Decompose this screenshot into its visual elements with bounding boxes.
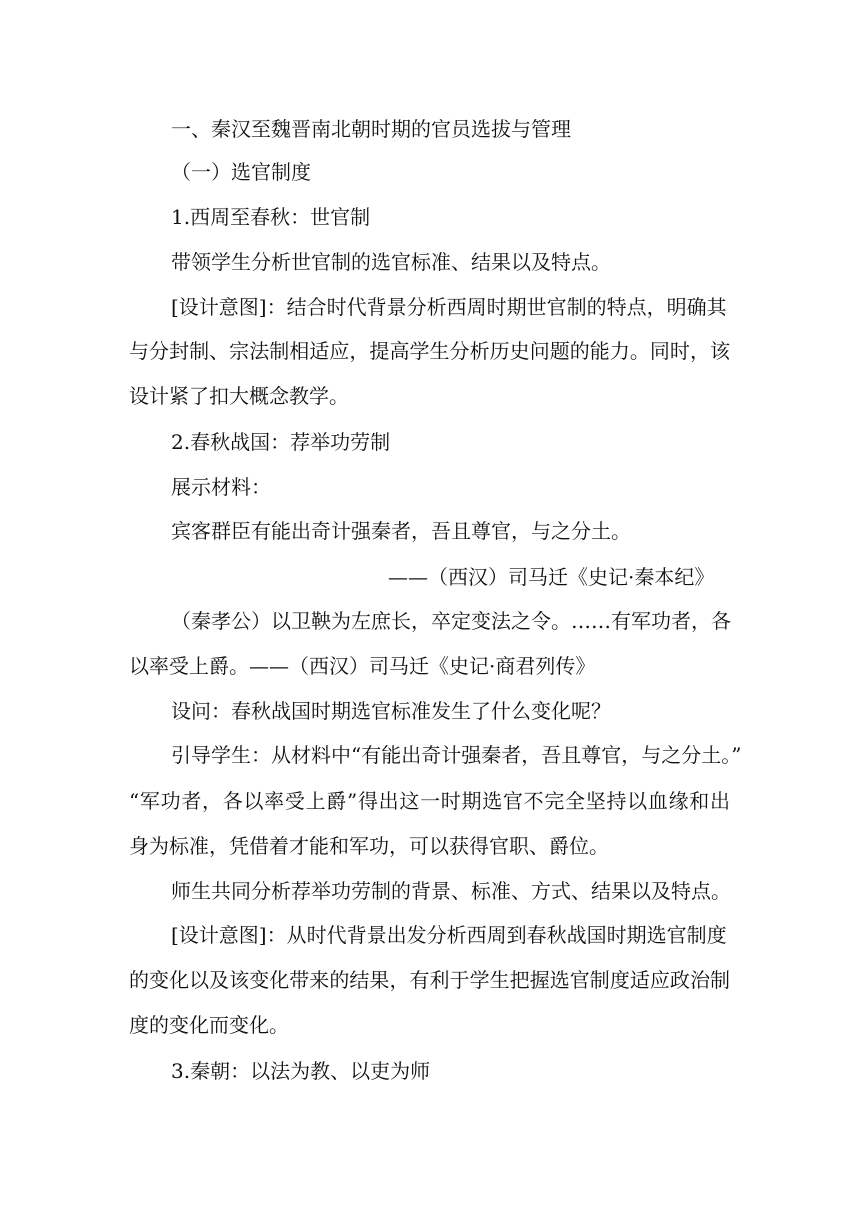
paragraph-line: 度的变化而变化。 [129,1013,289,1037]
paragraph-line: 设计紧了扣大概念教学。 [129,384,349,408]
subsection-heading: （一）选官制度 [171,160,311,184]
item-heading-1: 1.西周至春秋：世官制 [171,205,371,229]
paragraph-line: [设计意图]：从时代背景出发分析西周到春秋战国时期选官制度 [171,923,727,947]
paragraph-line: 身为标准，凭借着才能和军功，可以获得官职、爵位。 [129,834,609,858]
paragraph-line: 的变化以及该变化带来的结果，有利于学生把握选官制度适应政治制 [129,968,730,992]
quote-line: （秦孝公）以卫鞅为左庶长，卒定变法之令。……有军功者，各 [171,609,731,633]
item-heading-3: 3.秦朝：以法为教、以吏为师 [171,1059,431,1083]
paragraph-line: 展示材料： [171,475,271,499]
item-heading-2: 2.春秋战国：荐举功劳制 [171,430,391,454]
paragraph-line: 带领学生分析世官制的选官标准、结果以及特点。 [171,250,611,274]
quote-line: 以率受上爵。——（西汉）司马迁《史记·商君列传》 [129,654,596,678]
section-heading: 一、秦汉至魏晋南北朝时期的官员选拔与管理 [171,117,571,141]
quote-line: 宾客群臣有能出奇计强秦者，吾且尊官，与之分土。 [171,519,631,543]
paragraph-line: 引导学生：从材料中“有能出奇计强秦者，吾且尊官，与之分土。” [171,743,742,767]
quote-source: ——（西汉）司马迁《史记·秦本纪》 [388,565,715,589]
paragraph-line: 师生共同分析荐举功劳制的背景、标准、方式、结果以及特点。 [171,879,731,903]
paragraph-line: “军功者，各以率受上爵”得出这一时期选官不完全坚持以血缘和出 [129,789,730,813]
paragraph-line: 与分封制、宗法制相适应，提高学生分析历史问题的能力。同时，该 [129,339,730,363]
paragraph-line: [设计意图]：结合时代背景分析西周时期世官制的特点，明确其 [171,295,727,319]
paragraph-line: 设问：春秋战国时期选官标准发生了什么变化呢？ [171,699,611,723]
